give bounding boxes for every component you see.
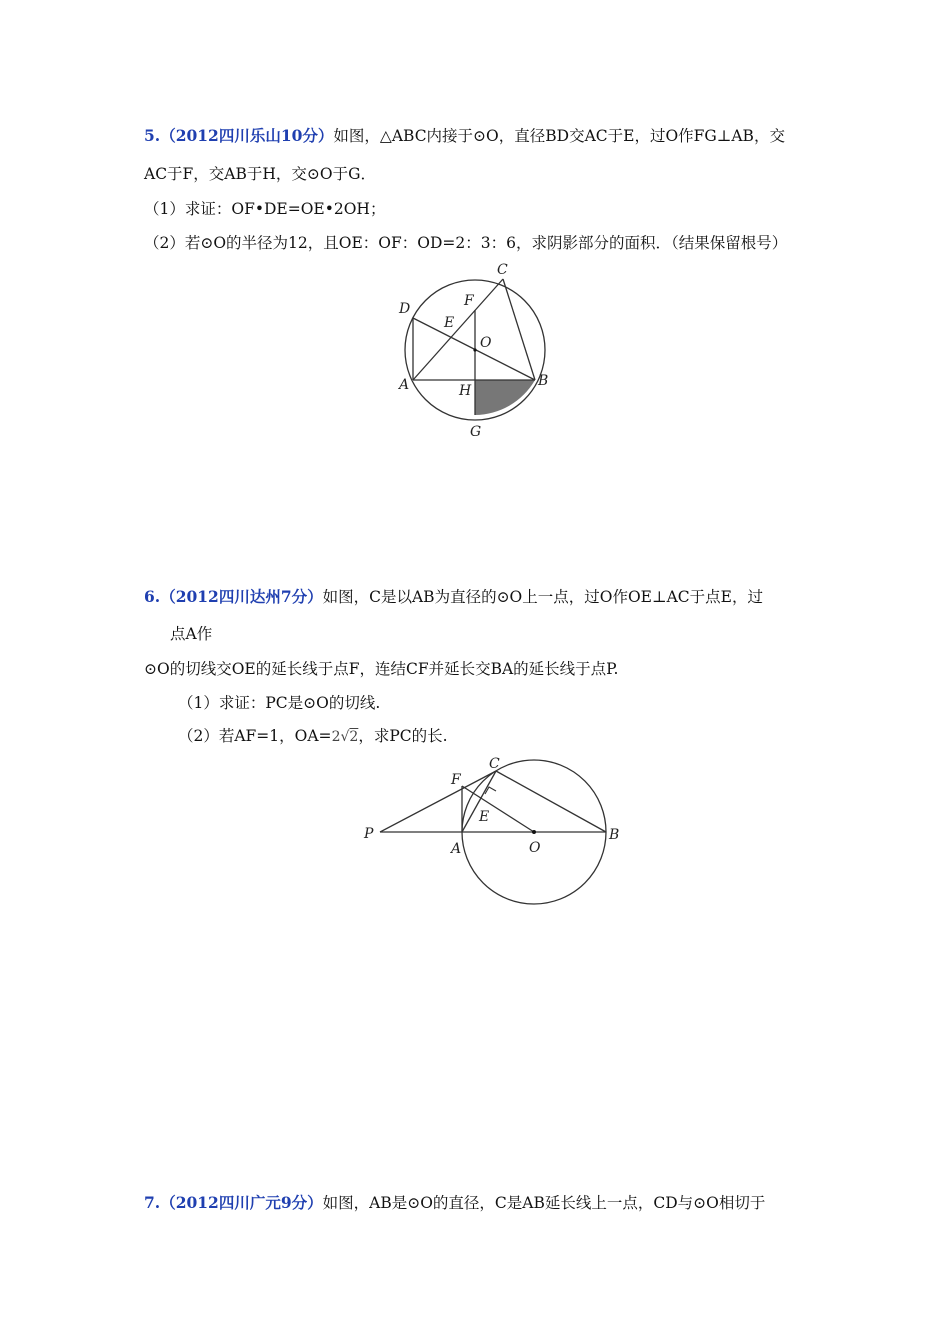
p6-center-dot — [532, 830, 536, 834]
p5-line1 — [144, 126, 785, 146]
p5-label-H: H — [459, 383, 472, 399]
p5-label-C: C — [497, 262, 508, 278]
sqrt-icon: √ — [340, 729, 350, 745]
p5-q2: （2）若⊙O的半径为12，且OE：OF：OD=2：3：6，求阴影部分的面积．（结果保留根号） — [144, 234, 788, 252]
p7-text1: 如图，AB是⊙O的直径，C是AB延长线上一点，CD与⊙O相切于 — [322, 1194, 766, 1212]
p5-center-dot — [473, 348, 476, 351]
p5-figure — [390, 255, 570, 445]
p5-label-O: O — [480, 335, 492, 351]
p6-text1: 如图，C是以AB为直径的⊙O上一点，过O作OE⊥AC于点E，过 — [322, 588, 763, 606]
p7-tag: （2012四川广元9分） — [160, 1193, 323, 1212]
p6-q1: （1）求证：PC是⊙O的切线. — [178, 694, 381, 712]
p6-label-C: C — [489, 756, 500, 772]
p5-label-B: B — [538, 373, 549, 389]
p6-label-E: E — [479, 809, 490, 825]
p5-label-D: D — [399, 301, 411, 317]
p6-seg-FO — [462, 786, 534, 832]
p5-label-A: A — [399, 377, 410, 393]
p6-q2-radicand: 2 — [349, 729, 359, 745]
p6-q2-math — [332, 727, 359, 747]
p6-line2: ⊙O的切线交OE的延长线于点F，连结CF并延长交BA的延长线于点P. — [144, 660, 619, 678]
p6-q2-pre: （2）若AF=1，OA= — [178, 727, 332, 745]
p5-label-F: F — [464, 293, 474, 309]
p5-text1: 如图，△ABC内接于⊙O，直径BD交AC于E，过O作FG⊥AB，交 — [333, 127, 785, 145]
p5-q1: （1）求证：OF•DE=OE•2OH； — [144, 200, 386, 218]
p6-tag: （2012四川达州7分） — [160, 587, 323, 606]
p6-label-O: O — [529, 840, 541, 856]
p6-q2-coef: 2 — [331, 729, 341, 745]
p6-q2-post: ，求PC的长. — [358, 727, 448, 745]
p5-label-G: G — [470, 424, 482, 440]
p5-number: 5. — [144, 126, 161, 145]
p6-line1 — [144, 587, 763, 607]
p7-number: 7. — [144, 1193, 161, 1212]
p5-seg-CB — [503, 279, 535, 380]
p6-label-P: P — [364, 826, 374, 842]
p6-q2 — [178, 726, 448, 747]
p5-tag: （2012四川乐山10分） — [160, 126, 334, 145]
p5-seg-AC — [413, 279, 503, 380]
p6-label-F: F — [451, 772, 461, 788]
p5-label-E: E — [444, 315, 455, 331]
p6-label-B: B — [609, 827, 620, 843]
p5-line2: AC于F，交AB于H，交⊙O于G． — [144, 165, 376, 183]
p6-number: 6. — [144, 587, 161, 606]
p6-line1b: 点A作 — [170, 625, 213, 643]
p6-label-A: A — [451, 841, 462, 857]
p7-line1 — [144, 1193, 765, 1213]
p6-seg-CB — [496, 771, 606, 832]
p6-figure — [355, 752, 630, 912]
